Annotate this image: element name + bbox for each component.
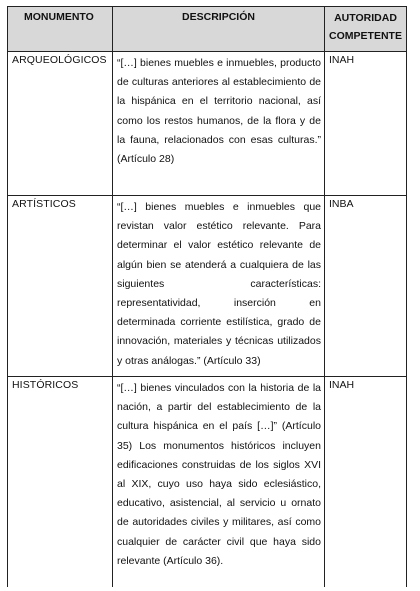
row-monumento: ARTÍSTICOS [8,196,113,377]
row-monumento: HISTÓRICOS [8,377,113,587]
row-autoridad: INAH [325,52,407,196]
row-autoridad: INBA [325,196,407,377]
table-row [8,52,407,196]
table-row [8,196,407,377]
monuments-table [7,6,407,587]
header-row [8,7,407,52]
header-monumento: MONUMENTO [8,7,113,52]
header-descripcion: DESCRIPCIÓN [113,7,325,52]
row-descripcion: “[…] bienes vinculados con la historia de la nación, a partir del establecimiento de la cultura hispánica en el país […]” (Artículo 35) Los monumentos históricos incluyen edificaciones construidas de los siglos XVI al XIX, cuyo uso haya sido eclesiástico, educativo, asistencial, al servicio u ornato de autoridades civiles y militares, así como cualquier de carácter civil que haya sido relevante (Artículo 36). [113,377,325,587]
row-monumento: ARQUEOLÓGICOS [8,52,113,196]
table-row [8,377,407,587]
header-autoridad: AUTORIDAD COMPETENTE [325,7,407,52]
row-descripcion: “[…] bienes muebles e inmuebles que revistan valor estético relevante. Para determinar el valor estético relevante de algún bien se atenderá a cualquiera de las siguientes características: representatividad, inserción en determinada corriente estilística, grado de innovación, materiales y técnicas utilizados y otras análogas.” (Artículo 33) [113,196,325,377]
row-descripcion: “[…] bienes muebles e inmuebles, producto de culturas anteriores al establecimiento de la hispánica en el territorio nacional, así como los restos humanos, de la flora y de la fauna, relacionados con esas culturas.” (Artículo 28) [113,52,325,196]
row-autoridad: INAH [325,377,407,587]
